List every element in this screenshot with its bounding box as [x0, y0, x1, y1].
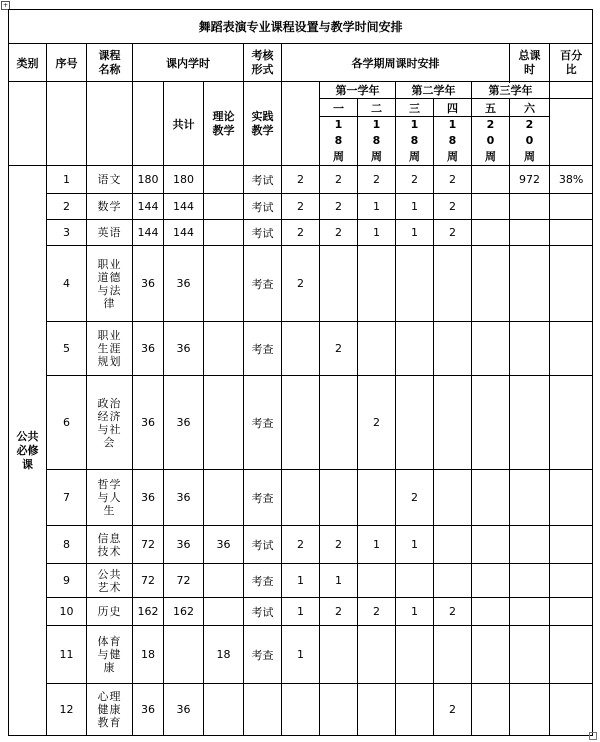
- semester-hours-cell: 2: [320, 194, 358, 220]
- hours-total-cell: 162: [133, 598, 164, 626]
- semester-hours-cell: [472, 564, 510, 598]
- course-name-cell: [87, 376, 133, 470]
- blank-cell: [282, 82, 320, 166]
- hours-practice-cell: [204, 194, 244, 220]
- table-row: [9, 220, 593, 246]
- hours-theory-cell: 36: [164, 526, 204, 564]
- hours-total-cell: 18: [133, 626, 164, 684]
- blank-cell: [550, 684, 593, 736]
- hours-theory-cell: 144: [164, 220, 204, 246]
- course-schedule-table: [8, 9, 593, 736]
- hours-theory-cell: [164, 626, 204, 684]
- hours-total-cell: 36: [133, 376, 164, 470]
- seq-cell: 2: [47, 194, 87, 220]
- semester-hours-cell: [434, 626, 472, 684]
- semester-hours-cell: 2: [434, 194, 472, 220]
- blank-cell: [550, 194, 593, 220]
- semester-hours-cell: 2: [282, 246, 320, 322]
- semester-hours-cell: [396, 684, 434, 736]
- semester-hours-cell: 1: [320, 564, 358, 598]
- header-weeks-4: 18周: [447, 118, 458, 163]
- header-exam-cell: [244, 44, 282, 82]
- table-row: [9, 470, 593, 526]
- hours-practice-cell: 36: [204, 526, 244, 564]
- blank-cell: [510, 246, 550, 322]
- semester-hours-cell: [472, 470, 510, 526]
- header-weeks-3-cell: [396, 117, 434, 166]
- hours-total-cell: 72: [133, 526, 164, 564]
- hours-practice-cell: [204, 246, 244, 322]
- semester-hours-cell: [472, 322, 510, 376]
- semester-hours-cell: [434, 526, 472, 564]
- exam-cell: [244, 684, 282, 736]
- hours-total-cell: 72: [133, 564, 164, 598]
- semester-hours-cell: [396, 626, 434, 684]
- blank-cell: [510, 322, 550, 376]
- table-row: [9, 166, 593, 194]
- blank-cell: [550, 322, 593, 376]
- move-handle-icon[interactable]: +: [2, 2, 9, 9]
- hours-practice-cell: [204, 470, 244, 526]
- header-theory-cell: [204, 82, 244, 166]
- course-name: 公共艺术: [97, 567, 122, 594]
- course-name: 心理健康教育: [97, 690, 122, 729]
- hours-theory-cell: 72: [164, 564, 204, 598]
- blank-cell: [510, 194, 550, 220]
- table-row: [9, 526, 593, 564]
- semester-hours-cell: [434, 470, 472, 526]
- semester-hours-cell: [358, 470, 396, 526]
- exam-cell: 考试: [244, 598, 282, 626]
- hours-practice-cell: [204, 598, 244, 626]
- hours-total-cell: 36: [133, 322, 164, 376]
- semester-hours-cell: [358, 246, 396, 322]
- blank-cell: [133, 82, 164, 166]
- semester-hours-cell: [320, 246, 358, 322]
- semester-hours-cell: 1: [358, 526, 396, 564]
- hours-total-cell: 180: [133, 166, 164, 194]
- semester-hours-cell: 2: [396, 166, 434, 194]
- semester-hours-cell: 1: [282, 564, 320, 598]
- table-row: [9, 598, 593, 626]
- semester-hours-cell: 2: [320, 322, 358, 376]
- semester-hours-cell: [472, 376, 510, 470]
- category-cell: [9, 166, 47, 736]
- blank-cell: [510, 626, 550, 684]
- course-name-cell: [87, 470, 133, 526]
- hours-practice-cell: [204, 376, 244, 470]
- seq-cell: 5: [47, 322, 87, 376]
- course-name: 政治经济与社会: [97, 396, 122, 449]
- course-name: 职业生涯规划: [97, 329, 122, 368]
- header-sem-1: 一: [320, 99, 358, 117]
- header-sem-4: 四: [434, 99, 472, 117]
- header-year2: 第二学年: [396, 82, 472, 99]
- blank-cell: [550, 564, 593, 598]
- semester-hours-cell: [320, 376, 358, 470]
- course-name-cell: [87, 194, 133, 220]
- header-course-cell: [87, 44, 133, 82]
- semester-hours-cell: 2: [396, 470, 434, 526]
- blank-cell: [510, 470, 550, 526]
- course-name: 体育与健康: [97, 635, 122, 674]
- exam-cell: 考查: [244, 376, 282, 470]
- seq-cell: 3: [47, 220, 87, 246]
- semester-hours-cell: 2: [282, 166, 320, 194]
- hours-total-cell: 36: [133, 470, 164, 526]
- semester-hours-cell: 2: [282, 220, 320, 246]
- header-sem-2: 二: [358, 99, 396, 117]
- header-sem-6: 六: [510, 99, 550, 117]
- hours-practice-cell: [204, 220, 244, 246]
- header-percent-cell: [550, 44, 593, 82]
- course-name: 职业道德与法律: [97, 257, 122, 310]
- blank-cell: [510, 564, 550, 598]
- hours-total-cell: 144: [133, 220, 164, 246]
- exam-cell: 考试: [244, 194, 282, 220]
- semester-hours-cell: [320, 626, 358, 684]
- seq-cell: 6: [47, 376, 87, 470]
- total-hours-cell: 972: [510, 166, 550, 194]
- semester-hours-cell: [282, 376, 320, 470]
- blank-cell: [550, 626, 593, 684]
- exam-cell: 考试: [244, 526, 282, 564]
- course-name: 历史: [97, 605, 122, 618]
- header-practice: 实践教学: [251, 109, 274, 137]
- semester-hours-cell: [320, 470, 358, 526]
- seq-cell: 7: [47, 470, 87, 526]
- blank-cell: [9, 82, 47, 166]
- course-name: 信息技术: [97, 531, 122, 558]
- exam-cell: 考查: [244, 564, 282, 598]
- semester-hours-cell: [282, 322, 320, 376]
- header-weeks-5: 20周: [485, 118, 496, 163]
- header-weeks-5-cell: [472, 117, 510, 166]
- semester-hours-cell: [358, 626, 396, 684]
- table-row: [9, 376, 593, 470]
- semester-hours-cell: 2: [358, 376, 396, 470]
- hours-practice-cell: [204, 322, 244, 376]
- header-total-hours-cell: [510, 44, 550, 82]
- semester-hours-cell: [472, 194, 510, 220]
- exam-cell: 考查: [244, 626, 282, 684]
- hours-practice-cell: [204, 166, 244, 194]
- semester-hours-cell: [396, 322, 434, 376]
- hours-theory-cell: 162: [164, 598, 204, 626]
- semester-hours-cell: 2: [320, 598, 358, 626]
- semester-hours-cell: [434, 564, 472, 598]
- seq-cell: 1: [47, 166, 87, 194]
- course-name: 数学: [97, 200, 122, 213]
- table-row: [9, 194, 593, 220]
- semester-hours-cell: [472, 166, 510, 194]
- blank-cell: [47, 82, 87, 166]
- exam-cell: 考查: [244, 246, 282, 322]
- course-name-cell: [87, 526, 133, 564]
- category-label: 公共必修课: [16, 429, 39, 471]
- hours-practice-cell: [204, 684, 244, 736]
- header-weeks-1: 18周: [333, 118, 344, 163]
- header-weeks-2-cell: [358, 117, 396, 166]
- hours-theory-cell: 180: [164, 166, 204, 194]
- blank-cell: [550, 526, 593, 564]
- semester-hours-cell: [472, 526, 510, 564]
- resize-handle-icon[interactable]: [589, 732, 597, 740]
- blank-cell: [550, 99, 593, 166]
- semester-hours-cell: 1: [358, 194, 396, 220]
- semester-hours-cell: [358, 684, 396, 736]
- blank-cell: [510, 526, 550, 564]
- semester-hours-cell: 2: [434, 166, 472, 194]
- table-row: [9, 684, 593, 736]
- semester-hours-cell: 2: [434, 598, 472, 626]
- semester-hours-cell: 1: [396, 194, 434, 220]
- header-exam: 考核形式: [251, 48, 274, 76]
- course-name: 英语: [97, 226, 122, 239]
- semester-hours-cell: [396, 376, 434, 470]
- semester-hours-cell: [358, 322, 396, 376]
- header-total-hours: 总课时: [518, 48, 541, 76]
- semester-hours-cell: [396, 246, 434, 322]
- semester-hours-cell: [472, 246, 510, 322]
- semester-hours-cell: 1: [358, 220, 396, 246]
- header-weeks-6-cell: [510, 117, 550, 166]
- course-name-cell: [87, 246, 133, 322]
- blank-cell: [510, 598, 550, 626]
- table-title: 舞蹈表演专业课程设置与教学时间安排: [9, 10, 593, 44]
- seq-cell: 9: [47, 564, 87, 598]
- table-row: [9, 626, 593, 684]
- hours-theory-cell: 36: [164, 322, 204, 376]
- header-weeks-6: 20周: [524, 118, 535, 163]
- seq-cell: 10: [47, 598, 87, 626]
- seq-cell: 11: [47, 626, 87, 684]
- header-weekly: 各学期周课时安排: [282, 44, 510, 82]
- semester-hours-cell: 1: [282, 598, 320, 626]
- hours-practice-cell: 18: [204, 626, 244, 684]
- semester-hours-cell: [434, 376, 472, 470]
- course-name-cell: [87, 322, 133, 376]
- semester-hours-cell: [472, 220, 510, 246]
- table-row: [9, 246, 593, 322]
- table-row: [9, 322, 593, 376]
- hours-theory-cell: 36: [164, 470, 204, 526]
- seq-cell: 8: [47, 526, 87, 564]
- semester-hours-cell: 1: [282, 626, 320, 684]
- header-theory: 理论教学: [212, 109, 235, 137]
- hours-theory-cell: 36: [164, 684, 204, 736]
- header-course: 课程名称: [98, 48, 121, 76]
- course-name-cell: [87, 684, 133, 736]
- blank-cell: [510, 376, 550, 470]
- hours-total-cell: 144: [133, 194, 164, 220]
- course-name-cell: [87, 598, 133, 626]
- semester-hours-cell: [434, 322, 472, 376]
- exam-cell: 考试: [244, 220, 282, 246]
- header-weeks-3: 18周: [409, 118, 420, 163]
- header-sem-5: 五: [472, 99, 510, 117]
- hours-theory-cell: 144: [164, 194, 204, 220]
- header-percent: 百分比: [560, 48, 583, 76]
- course-name-cell: [87, 564, 133, 598]
- hours-total-cell: 36: [133, 684, 164, 736]
- semester-hours-cell: 2: [320, 220, 358, 246]
- percent-cell: 38%: [550, 166, 593, 194]
- blank-cell: [550, 220, 593, 246]
- header-category: 类别: [9, 44, 47, 82]
- seq-cell: 12: [47, 684, 87, 736]
- semester-hours-cell: 2: [358, 598, 396, 626]
- hours-practice-cell: [204, 564, 244, 598]
- course-name-cell: [87, 166, 133, 194]
- blank-cell: [550, 246, 593, 322]
- exam-cell: 考查: [244, 322, 282, 376]
- semester-hours-cell: 2: [358, 166, 396, 194]
- table-row: [9, 564, 593, 598]
- hours-total-cell: 36: [133, 246, 164, 322]
- semester-hours-cell: [320, 684, 358, 736]
- header-total: 共计: [164, 82, 204, 166]
- semester-hours-cell: [472, 598, 510, 626]
- semester-hours-cell: [472, 626, 510, 684]
- semester-hours-cell: [396, 564, 434, 598]
- blank-cell: [87, 82, 133, 166]
- blank-cell: [550, 598, 593, 626]
- seq-cell: 4: [47, 246, 87, 322]
- semester-hours-cell: 2: [320, 166, 358, 194]
- semester-hours-cell: 1: [396, 598, 434, 626]
- header-seq: 序号: [47, 44, 87, 82]
- header-sem-3: 三: [396, 99, 434, 117]
- semester-hours-cell: [282, 470, 320, 526]
- course-name: 语文: [97, 173, 122, 186]
- blank-cell: [550, 470, 593, 526]
- semester-hours-cell: 1: [396, 526, 434, 564]
- header-weeks-4-cell: [434, 117, 472, 166]
- header-year1: 第一学年: [320, 82, 396, 99]
- blank-cell: [550, 82, 593, 99]
- course-name-cell: [87, 220, 133, 246]
- semester-hours-cell: [282, 684, 320, 736]
- course-name: 哲学与人生: [97, 478, 122, 517]
- blank-cell: [550, 376, 593, 470]
- semester-hours-cell: [472, 684, 510, 736]
- header-practice-cell: [244, 82, 282, 166]
- semester-hours-cell: 1: [396, 220, 434, 246]
- header-weeks-1-cell: [320, 117, 358, 166]
- course-name-cell: [87, 626, 133, 684]
- header-hours: 课内学时: [133, 44, 244, 82]
- blank-cell: [510, 220, 550, 246]
- semester-hours-cell: 2: [434, 684, 472, 736]
- header-year3: 第三学年: [472, 82, 550, 99]
- semester-hours-cell: 2: [282, 526, 320, 564]
- exam-cell: 考查: [244, 470, 282, 526]
- semester-hours-cell: 2: [434, 220, 472, 246]
- hours-theory-cell: 36: [164, 246, 204, 322]
- exam-cell: 考试: [244, 166, 282, 194]
- header-weeks-2: 18周: [371, 118, 382, 163]
- semester-hours-cell: 2: [282, 194, 320, 220]
- semester-hours-cell: [358, 564, 396, 598]
- semester-hours-cell: 2: [320, 526, 358, 564]
- blank-cell: [510, 684, 550, 736]
- hours-theory-cell: 36: [164, 376, 204, 470]
- semester-hours-cell: [434, 246, 472, 322]
